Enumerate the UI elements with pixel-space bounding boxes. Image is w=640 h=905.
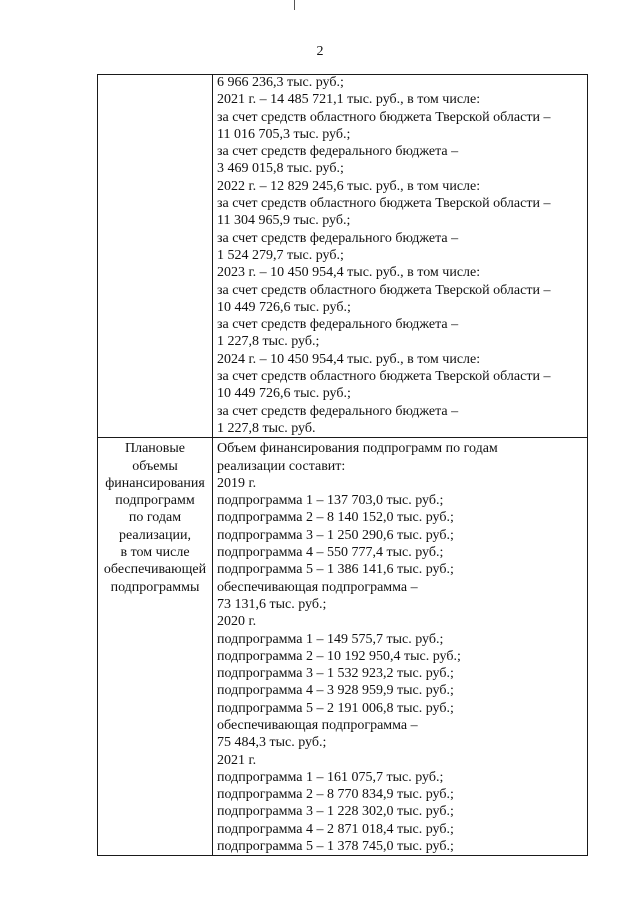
label-text-line: в том числе bbox=[120, 545, 190, 561]
text-line: 2021 г. – 14 485 721,1 тыс. руб., в том числе: bbox=[217, 92, 481, 108]
table-row-planned-volumes bbox=[98, 438, 588, 856]
text-line: обеспечивающая подпрограмма – bbox=[217, 579, 418, 595]
label-text-line: подпрограмм bbox=[115, 493, 195, 509]
text-line: 73 131,6 тыс. руб.; bbox=[217, 596, 327, 612]
text-line: 2024 г. – 10 450 954,4 тыс. руб., в том числе: bbox=[217, 351, 481, 367]
text-line: за счет средств областного бюджета Тверской области – bbox=[217, 369, 551, 385]
text-line: за счет средств областного бюджета Тверской области – bbox=[217, 109, 551, 125]
label-text-line: по годам bbox=[128, 510, 182, 526]
text-line: 11 016 705,3 тыс. руб.; bbox=[217, 126, 351, 142]
text-line: подпрограмма 5 – 1 378 745,0 тыс. руб.; bbox=[217, 839, 454, 855]
text-line: 2023 г. – 10 450 954,4 тыс. руб., в том числе: bbox=[217, 265, 481, 281]
text-line: 10 449 726,6 тыс. руб.; bbox=[217, 299, 351, 315]
text-line: подпрограмма 1 – 149 575,7 тыс. руб.; bbox=[217, 631, 444, 647]
text-line: за счет средств областного бюджета Тверской области – bbox=[217, 282, 551, 298]
value-cell-subprogram-funding bbox=[213, 438, 588, 856]
text-line: за счет средств областного бюджета Тверской области – bbox=[217, 196, 551, 212]
text-line: 2019 г. bbox=[217, 475, 257, 491]
label-text-line: обеспечивающей bbox=[103, 562, 207, 578]
text-line: 2021 г. bbox=[217, 752, 257, 768]
value-cell-funding-continuation bbox=[213, 75, 588, 438]
text-line: за счет средств федерального бюджета – bbox=[217, 403, 459, 419]
text-line: за счет средств федерального бюджета – bbox=[217, 144, 459, 160]
label-cell-empty bbox=[98, 75, 213, 438]
text-line: за счет средств федерального бюджета – bbox=[217, 230, 459, 246]
text-line: 11 304 965,9 тыс. руб.; bbox=[217, 213, 351, 229]
text-line: 1 524 279,7 тыс. руб.; bbox=[217, 247, 344, 263]
text-line: подпрограмма 4 – 550 777,4 тыс. руб.; bbox=[217, 545, 444, 561]
text-line: 2022 г. – 12 829 245,6 тыс. руб., в том числе: bbox=[217, 178, 481, 194]
label-text-line: подпрограммы bbox=[110, 579, 200, 595]
text-line: 1 227,8 тыс. руб.; bbox=[217, 334, 320, 350]
label-text-line: объемы bbox=[132, 458, 178, 474]
text-line: 75 484,3 тыс. руб.; bbox=[217, 735, 327, 751]
text-line: подпрограмма 3 – 1 250 290,6 тыс. руб.; bbox=[217, 527, 454, 543]
text-line: Объем финансирования подпрограмм по годам bbox=[217, 441, 498, 457]
text-line: 10 449 726,6 тыс. руб.; bbox=[217, 386, 351, 402]
scan-artifact-mark bbox=[294, 0, 295, 10]
text-line: обеспечивающая подпрограмма – bbox=[217, 717, 418, 733]
text-line: подпрограмма 3 – 1 228 302,0 тыс. руб.; bbox=[217, 804, 454, 820]
text-line: подпрограмма 5 – 2 191 006,8 тыс. руб.; bbox=[217, 700, 454, 716]
text-line: подпрограмма 2 – 8 140 152,0 тыс. руб.; bbox=[217, 510, 454, 526]
text-line: подпрограмма 2 – 10 192 950,4 тыс. руб.; bbox=[217, 648, 461, 664]
label-text-line: реализации, bbox=[119, 527, 191, 543]
text-line: подпрограмма 1 – 161 075,7 тыс. руб.; bbox=[217, 769, 444, 785]
table-row-continuation bbox=[98, 75, 588, 438]
label-text-line: финансирования bbox=[105, 475, 205, 491]
text-line: 2020 г. bbox=[217, 614, 257, 630]
text-line: подпрограмма 3 – 1 532 923,2 тыс. руб.; bbox=[217, 666, 454, 682]
text-line: 6 966 236,3 тыс. руб.; bbox=[217, 75, 344, 90]
text-line: 1 227,8 тыс. руб. bbox=[217, 420, 316, 436]
page-number: 2 bbox=[316, 44, 324, 59]
label-cell-planned-volumes bbox=[98, 438, 213, 856]
text-line: реализации составит: bbox=[217, 458, 346, 474]
text-line: подпрограмма 5 – 1 386 141,6 тыс. руб.; bbox=[217, 562, 454, 578]
text-line: подпрограмма 2 – 8 770 834,9 тыс. руб.; bbox=[217, 787, 454, 803]
passport-table bbox=[97, 74, 588, 856]
text-line: подпрограмма 1 – 137 703,0 тыс. руб.; bbox=[217, 493, 444, 509]
text-line: подпрограмма 4 – 2 871 018,4 тыс. руб.; bbox=[217, 821, 454, 837]
text-line: за счет средств федерального бюджета – bbox=[217, 317, 459, 333]
text-line: 3 469 015,8 тыс. руб.; bbox=[217, 161, 344, 177]
text-line: подпрограмма 4 – 3 928 959,9 тыс. руб.; bbox=[217, 683, 454, 699]
label-text-line: Плановые bbox=[124, 441, 186, 457]
